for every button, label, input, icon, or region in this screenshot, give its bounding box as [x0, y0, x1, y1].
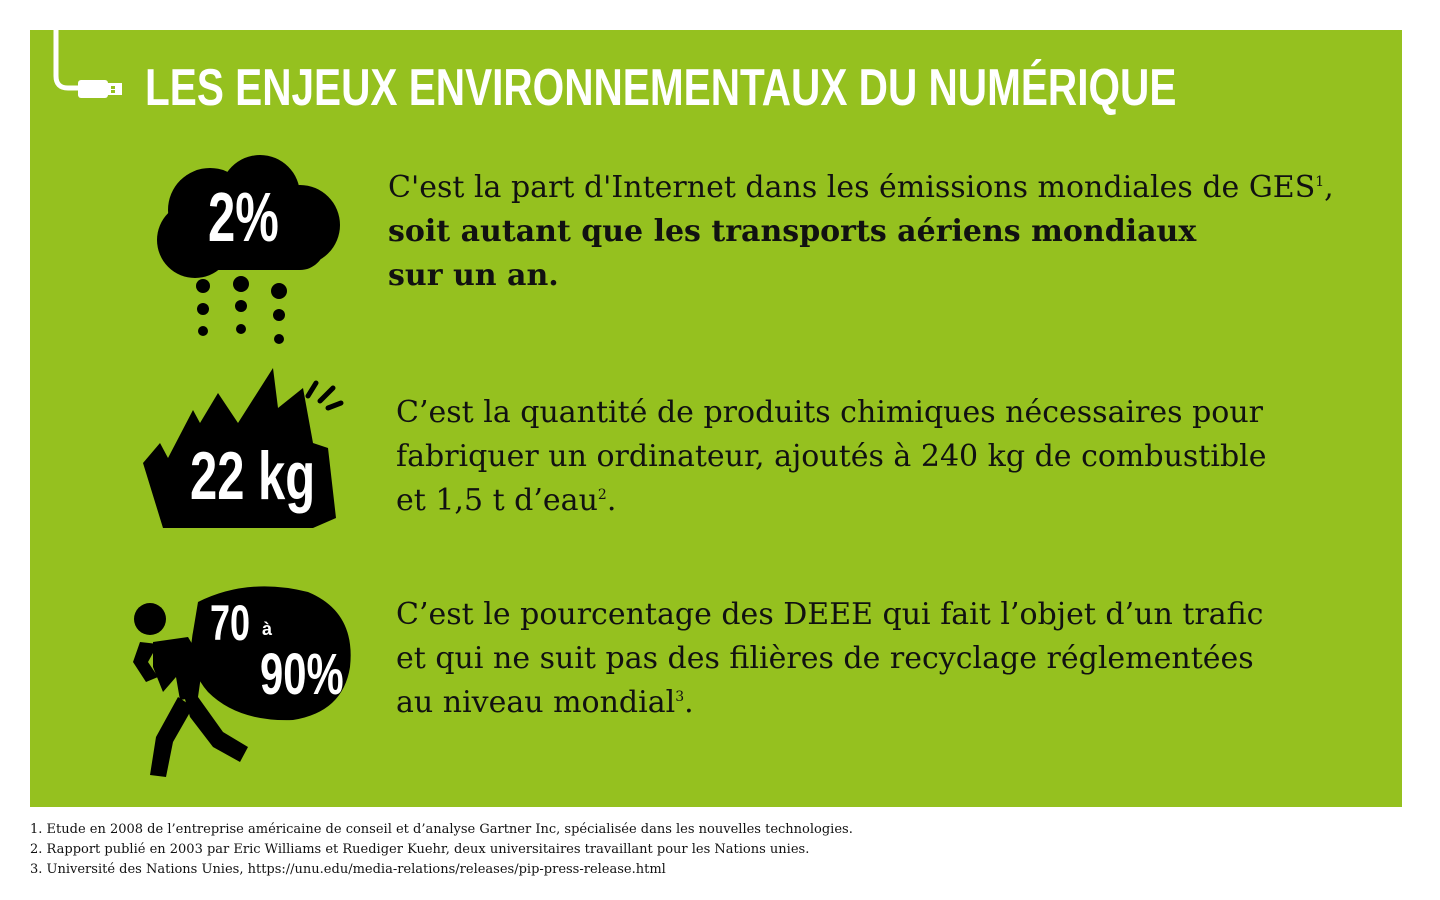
footnote-1: 1. Etude en 2008 de l’entreprise américaine de conseil et d’analyse Gartner Inc, spécialisée dans les nouvelles technologies. [30, 822, 853, 837]
stat2-line3: et 1,5 t d’eau [396, 483, 598, 518]
stat1-bold-line2: soit autant que les transports aériens mondiaux [388, 214, 1197, 249]
footnote-2: 2. Rapport publié en 2003 par Eric Williams et Ruediger Kuehr, deux universitaires travaillant pour les Nations unies. [30, 842, 810, 857]
usb-plug-icon [48, 28, 128, 108]
stat3-line3-punct: . [684, 685, 694, 720]
stat1-bold-line3: sur un an. [388, 258, 559, 293]
stat-value-2-percent: 2% [208, 178, 279, 256]
stat3-line1: C’est le pourcentage des DEEE qui fait l’objet d’un trafic [396, 597, 1264, 632]
stat-text-3 [396, 593, 1263, 725]
stat3-line2: et qui ne suit pas des filières de recyclage réglementées [396, 641, 1254, 676]
stat2-line3-punct: . [606, 483, 617, 518]
stat1-line1: C'est la part d'Internet dans les émissions mondiales de GES [388, 170, 1316, 205]
footnote-3: 3. Université des Nations Unies, https://unu.edu/media-relations/releases/pip-press-release.html [30, 862, 666, 877]
footnote-ref-1: 1 [1315, 174, 1325, 190]
stat-text-2 [396, 391, 1267, 523]
stat1-line1-punct: , [1324, 170, 1334, 205]
footnote-ref-3: 3 [675, 689, 685, 705]
footnote-ref-2: 2 [597, 487, 607, 503]
stat-value-a: à [262, 619, 273, 639]
stat-value-22-kg: 22 kg [190, 438, 316, 514]
stat3-line3: au niveau mondial [396, 685, 676, 720]
footnotes [30, 820, 853, 880]
stat2-line1: C’est la quantité de produits chimiques nécessaires pour [396, 395, 1264, 430]
stat-text-1 [388, 166, 1334, 298]
stat-value-90-percent: 90% [260, 642, 344, 707]
stat2-line2: fabriquer un ordinateur, ajoutés à 240 kg de combustible [396, 439, 1267, 474]
stat-value-70: 70 [210, 595, 251, 651]
page-title: LES ENJEUX ENVIRONNEMENTAUX DU NUMÉRIQUE [145, 59, 1177, 117]
